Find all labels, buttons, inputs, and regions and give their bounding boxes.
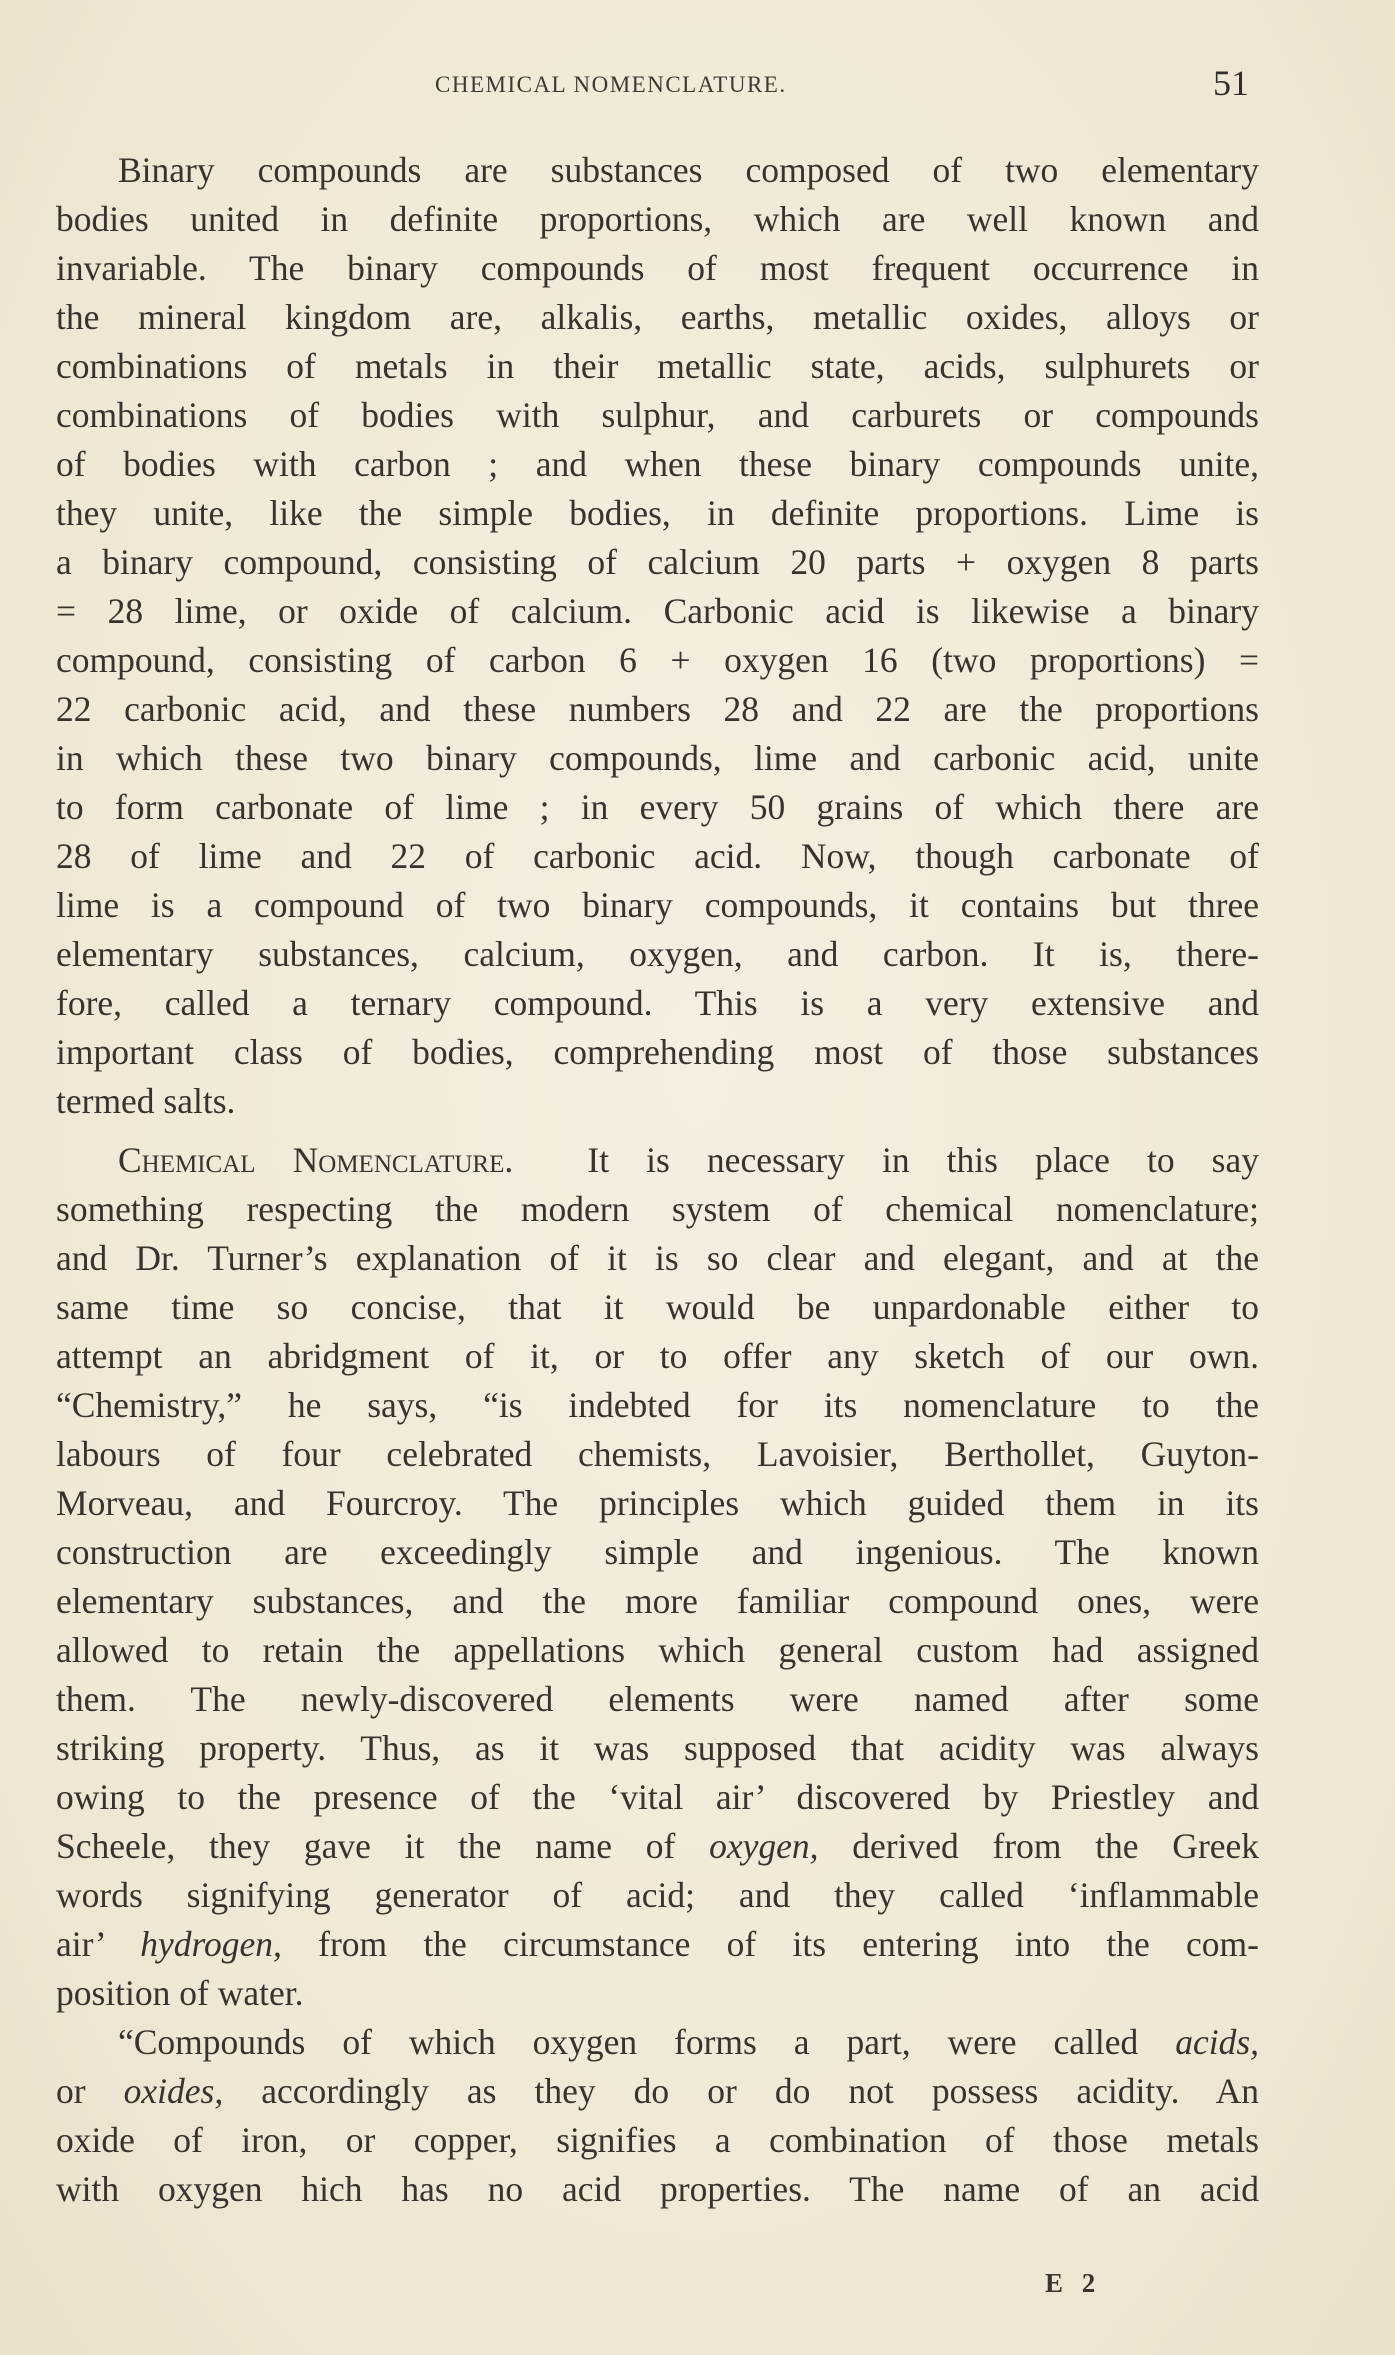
text-line: words signifying generator of acid; and they called ‘inflammable <box>56 1875 1259 1915</box>
text-line: elementary substances, and the more familiar compound ones, were <box>56 1581 1259 1621</box>
text-line: with oxygen hich has no acid properties. The name of an acid <box>56 2169 1259 2209</box>
text-line: labours of four celebrated chemists, Lavoisier, Berthollet, Guyton- <box>56 1434 1259 1474</box>
text-line: Morveau, and Fourcroy. The principles which guided them in its <box>56 1483 1259 1523</box>
text-line: in which these two binary compounds, lime and carbonic acid, unite <box>56 738 1259 778</box>
text-line: lime is a compound of two binary compounds, it contains but three <box>56 885 1259 925</box>
signature-mark: E 2 <box>1045 2268 1102 2298</box>
text-line: to form carbonate of lime ; in every 50 grains of which there are <box>56 787 1259 827</box>
text-line: striking property. Thus, as it was supposed that acidity was always <box>56 1728 1259 1768</box>
text-line: oxide of iron, or copper, signifies a combination of those metals <box>56 2120 1259 2160</box>
text-line: invariable. The binary compounds of most frequent occurrence in <box>56 248 1259 288</box>
text-run: Scheele, they gave it the name of <box>56 1826 676 1866</box>
text-line: = 28 lime, or oxide of calcium. Carbonic acid is likewise a binary <box>56 591 1259 631</box>
text-line <box>56 2018 1259 2067</box>
text-line: a binary compound, consisting of calcium 20 parts + oxygen 8 parts <box>56 542 1259 582</box>
text-run: air’ <box>56 1924 104 1964</box>
text-line: combinations of metals in their metallic state, acids, sulphurets or <box>56 346 1259 386</box>
text-line: allowed to retain the appellations which general custom had assigned <box>56 1630 1259 1670</box>
italic-term-oxides: oxides, <box>123 2071 224 2111</box>
italic-term-acids: acids, <box>1175 2022 1260 2062</box>
text-line: 28 of lime and 22 of carbonic acid. Now, though carbonate of <box>56 836 1259 876</box>
text-run: derived from the Greek <box>852 1826 1260 1866</box>
text-line: fore, called a ternary compound. This is a very extensive and <box>56 983 1259 1023</box>
text-run: or <box>56 2071 86 2111</box>
text-line: position of water. <box>56 1973 304 2013</box>
text-line: compound, consisting of carbon 6 + oxygen 16 (two proportions) = <box>56 640 1259 680</box>
running-head <box>0 62 1395 102</box>
text-run: from the circumstance of its entering into the com- <box>318 1924 1259 1964</box>
text-line <box>56 1822 1259 1871</box>
text-line: and Dr. Turner’s explanation of it is so clear and elegant, and at the <box>56 1238 1259 1278</box>
text-line: bodies united in definite proportions, which are well known and <box>56 199 1259 239</box>
paragraph-chemical-nomenclature <box>56 1136 1259 2214</box>
running-title: CHEMICAL NOMENCLATURE. <box>435 72 787 97</box>
text-line: “Chemistry,” he says, “is indebted for its nomenclature to the <box>56 1385 1259 1425</box>
text-line: of bodies with carbon ; and when these binary compounds unite, <box>56 444 1259 484</box>
text-line: owing to the presence of the ‘vital air’ discovered by Priestley and <box>56 1777 1259 1817</box>
text-run: accordingly as they do or do not possess acidity. An <box>261 2071 1260 2111</box>
italic-term-oxygen: oxygen, <box>709 1826 819 1866</box>
text-line: construction are exceedingly simple and ingenious. The known <box>56 1532 1259 1572</box>
text-line: termed salts. <box>56 1081 236 1121</box>
text-line: 22 carbonic acid, and these numbers 28 and 22 are the proportions <box>56 689 1259 729</box>
text-line: elementary substances, calcium, oxygen, and carbon. It is, there- <box>56 934 1259 974</box>
text-line <box>56 2067 1259 2116</box>
text-line: attempt an abridgment of it, or to offer any sketch of our own. <box>56 1336 1259 1376</box>
italic-term-hydrogen: hydrogen, <box>140 1924 282 1964</box>
text-line: Binary compounds are substances composed of two elementary <box>118 150 1259 190</box>
text-line: them. The newly-discovered elements were named after some <box>56 1679 1259 1719</box>
page-number: 51 <box>1213 63 1249 103</box>
text-line <box>56 1136 1259 1185</box>
text-line: they unite, like the simple bodies, in definite proportions. Lime is <box>56 493 1259 533</box>
section-heading: Chemical Nomenclature. <box>118 1140 514 1180</box>
text-line: the mineral kingdom are, alkalis, earths, metallic oxides, alloys or <box>56 297 1259 337</box>
text-line <box>56 1920 1259 1969</box>
text-run: It is necessary in this place to say <box>587 1140 1259 1180</box>
text-line: something respecting the modern system of chemical nomenclature; <box>56 1189 1259 1229</box>
text-line: important class of bodies, comprehending most of those substances <box>56 1032 1259 1072</box>
text-run: “Compounds of which oxygen forms a part, were called <box>118 2022 1139 2062</box>
text-line: same time so concise, that it would be unpardonable either to <box>56 1287 1259 1327</box>
paragraph-binary-compounds <box>56 146 1259 1126</box>
text-line: combinations of bodies with sulphur, and carburets or compounds <box>56 395 1259 435</box>
